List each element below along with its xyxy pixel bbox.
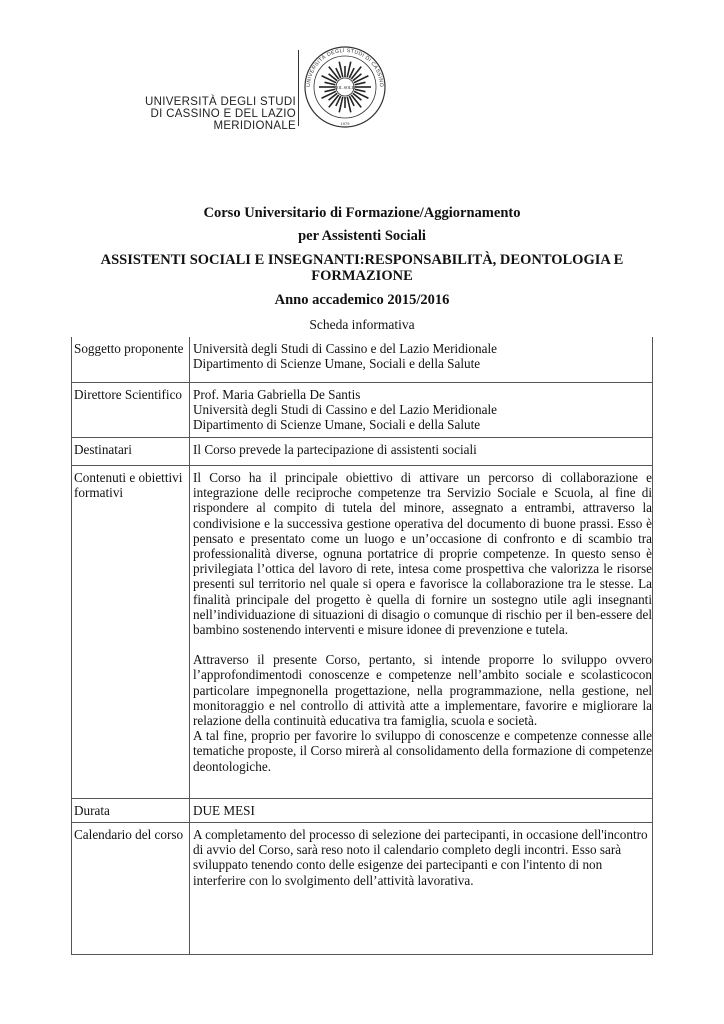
seal-center-text: SOL SOLIS bbox=[334, 85, 356, 90]
row-label: Durata bbox=[71, 799, 190, 822]
university-name bbox=[78, 96, 296, 132]
row-label: Direttore Scientifico bbox=[71, 383, 190, 437]
row-value bbox=[193, 383, 652, 433]
value-line: Università degli Studi di Cassino e del Lazio Meridionale bbox=[193, 402, 497, 418]
academic-year: Anno accademico 2015/2016 bbox=[274, 292, 450, 308]
row-label: Calendario del corso bbox=[71, 823, 190, 954]
table-row-contents bbox=[71, 466, 653, 798]
row-value bbox=[193, 799, 652, 818]
table-row-duration bbox=[71, 799, 653, 822]
value-paragraph: Attraverso il presente Corso, pertanto, si intende proporre lo sviluppo ovvero l’approfondimentodi conoscenze e competenze nell’ambito sociale e scolasticocon particolare impegnonella progettazione, nella programmazione, nella gestione, nel monitoraggio e nel controllo di attività atte a implementare, favorire e migliorare la relazione della continuità educativa tra famiglia, scuola e società. bbox=[193, 652, 652, 729]
row-label: Contenuti e obiettivi formativi bbox=[71, 466, 190, 798]
row-label: Soggetto proponente bbox=[71, 337, 190, 382]
sheet-subtitle: Scheda informativa bbox=[309, 317, 415, 332]
row-value bbox=[193, 337, 652, 371]
seal-ring-text: UNIVERSITÀ DEGLI STUDI DI CASSINO bbox=[305, 47, 385, 88]
table-row-proposer bbox=[71, 337, 653, 382]
table-row-director bbox=[71, 383, 653, 437]
value-line: Dipartimento di Scienze Umane, Sociali e della Salute bbox=[193, 417, 481, 433]
course-type-title: Corso Universitario di Formazione/Aggiornamento bbox=[203, 205, 521, 221]
row-value bbox=[193, 823, 652, 888]
university-name-line1: UNIVERSITÀ DEGLI STUDI bbox=[144, 96, 296, 108]
value-line: Prof. Maria Gabriella De Santis bbox=[193, 387, 361, 402]
value-paragraph: A tal fine, proprio per favorire lo sviluppo di conoscenze e competenze connesse alle tematiche proposte, il Corso mirerà al consolidamento della formazione di competenze deontologiche. bbox=[193, 728, 652, 774]
value-paragraph: Il Corso ha il principale obiettivo di attivare un percorso di collaborazione e integrazione delle reciproche competenze tra Servizio Sociale e Scuola, al fine di rispondere al compito di tutela del minore, assegnato a entrambi, attraverso la condivisione e la successiva gestione operativa del documento di buone prassi. Esso è pensato e presentato come un luogo e un’occasione di confronto e di scambio tra professionalità diverse, ognuna portatrice di proprie competenze. In questo senso è privilegiata l’ottica del lavoro di rete, intesa come prospettiva che valorizza le risorse presenti sul territorio nel quale si opera e favorisce la collaborazione tra le stesse. La finalità principale del progetto è quella di fornire un sostegno utile agli insegnanti nell’individuazione di situazioni di disagio o comunque di rischio per il ben-essere del bambino sostenendo interventi e misure idonee di prevenzione e tutela. bbox=[193, 470, 652, 638]
value-line: DUE MESI bbox=[193, 803, 255, 818]
table-row-recipients bbox=[71, 438, 653, 465]
university-name-line2: DI CASSINO E DEL LAZIO MERIDIONALE bbox=[150, 108, 296, 132]
table-row-calendar bbox=[71, 823, 653, 954]
course-name-title: ASSISTENTI SOCIALI E INSEGNANTI:RESPONSABILITÀ, DEONTOLOGIA E FORMAZIONE bbox=[100, 252, 624, 284]
value-line: Dipartimento di Scienze Umane, Sociali e della Salute bbox=[193, 356, 481, 372]
logo-divider bbox=[298, 50, 299, 126]
row-value bbox=[193, 466, 652, 774]
value-line: Il Corso prevede la partecipazione di assistenti sociali bbox=[193, 442, 477, 457]
value-line: Università degli Studi di Cassino e del Lazio Meridionale bbox=[193, 341, 497, 356]
table-bottom-border bbox=[71, 954, 653, 955]
audience-title: per Assistenti Sociali bbox=[298, 228, 426, 244]
value-paragraph: A completamento del processo di selezione dei partecipanti, in occasione dell'incontro di avvio del Corso, sarà reso noto il calendario completo degli incontri. Esso sarà sviluppato tenendo conto delle esigenze dei partecipanti e con l'intento di non interferire con lo svolgimento dell’attività lavorativa. bbox=[193, 827, 648, 888]
seal-year: 1979 bbox=[340, 121, 350, 126]
row-label: Destinatari bbox=[71, 438, 190, 465]
university-seal-icon bbox=[303, 45, 387, 129]
row-value bbox=[193, 438, 652, 457]
